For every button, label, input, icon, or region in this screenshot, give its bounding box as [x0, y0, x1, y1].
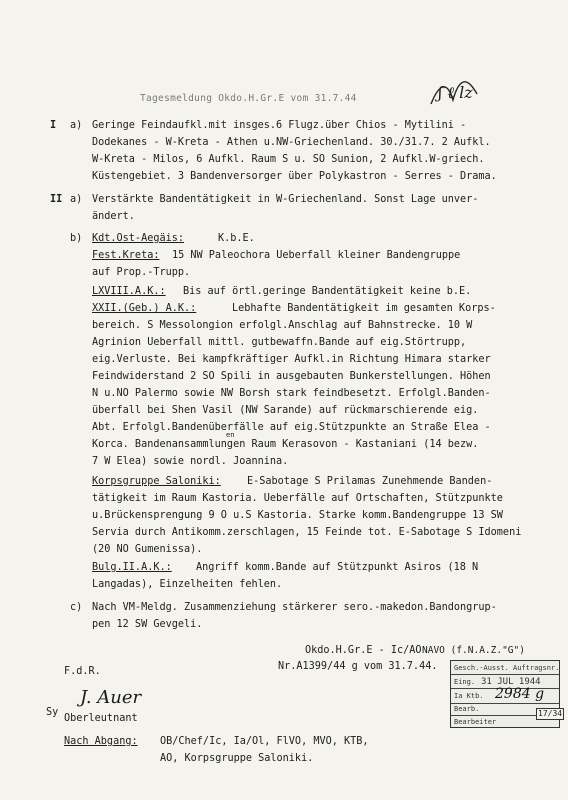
section2a-line: ändert. [92, 211, 135, 222]
stamp-row-text: Gesch.-Ausst. Auftragsnr. [454, 664, 560, 672]
distribution-line: OB/Chef/Ic, Ia/Ol, FlVO, MVO, KTB, [160, 736, 369, 747]
stamp-date: 31 JUL 1944 [481, 677, 541, 687]
signature: J. Auer [80, 687, 142, 708]
stamp-header: NAVO (f.N.A.Z."G") [422, 645, 525, 656]
fdr-note: F.d.R. [64, 666, 101, 677]
stamp-row-label: Ia Ktb. [454, 692, 484, 700]
saloniki-line: Servia durch Antikomm.zerschlagen, 15 Feinde tot. E-Sabotage S Idomeni [92, 527, 522, 538]
kreta-line: 15 NW Paleochora Ueberfall kleiner Bandengruppe [172, 250, 461, 261]
item-letter-a: a) [70, 194, 83, 205]
stamp-divider [451, 703, 559, 704]
xxii-line: bereich. S Messolongion erfolgl.Anschlag auf Bahnstrecke. 10 W [92, 320, 473, 331]
item-letter-a: a) [70, 120, 83, 131]
stamp-registry-number: 2984 g [495, 686, 545, 702]
item-letter-c: c) [70, 602, 83, 613]
distribution-line: AO, Korpsgruppe Saloniki. [160, 753, 314, 764]
saloniki-label: Korpsgruppe Saloniki: [92, 476, 221, 487]
saloniki-line: u.Brückensprengung 9 O u.S Kastoria. Starke komm.Bandengruppe 13 SW [92, 510, 503, 521]
distribution-label: Nach Abgang: [64, 736, 138, 747]
kreta-label: Fest.Kreta: [92, 250, 160, 261]
stamp-row-label: Bearbeiter [454, 718, 497, 726]
xxii-label: XXII.(Geb.) A.K.: [92, 303, 197, 314]
lxviii-text: Bis auf örtl.geringe Bandentätigkeit keine b.E. [183, 286, 472, 297]
xxii-line: 7 W Elea) sowie nordl. Joannina. [92, 456, 289, 467]
bulg-line: Langadas), Einzelheiten fehlen. [92, 579, 283, 590]
xxii-line: Korca. Bandenansammlungen Raum Kerasovon - Kastaniani (14 bezw. [92, 439, 479, 450]
saloniki-line: E-Sabotage S Prilamas Zunehmende Banden- [247, 476, 493, 487]
aegais-text: K.b.E. [218, 233, 255, 244]
typist-initials: Sy [46, 707, 59, 718]
xxii-line: Abt. Erfolgl.Bandenüberfälle auf eig.Stützpunkte an Straße Elea - [92, 422, 491, 433]
section1-line: Geringe Feindaufkl.mit insges.6 Flugz.über Chios - Mytilini - [92, 120, 467, 131]
stamp-row-label: Bearb. [454, 705, 480, 713]
section2a-line: Verstärkte Bandentätigkeit in W-Griechenland. Sonst Lage unver- [92, 194, 479, 205]
section1-line: W-Kreta - Milos, 6 Aufkl. Raum S u. SO Sunion, 2 Aufkl.W-griech. [92, 154, 485, 165]
bulg-line: Angriff komm.Bande auf Stützpunkt Asiros (18 N [196, 562, 479, 573]
saloniki-line: tätigkeit im Raum Kastoria. Ueberfälle auf Ortschaften, Stützpunkte [92, 493, 503, 504]
xxii-line: überfall bei Shen Vasil (NW Sarande) auf rückmarschierende eig. [92, 405, 479, 416]
handwritten-mark: ʃ ℓ lz [438, 83, 473, 102]
reference-number: Nr.A1399/44 g vom 31.7.44. [278, 661, 438, 672]
section2c-line: Nach VM-Meldg. Zusammenziehung stärkerer sero.-makedon.Bandongrup- [92, 602, 497, 613]
officer-rank: Oberleutnant [64, 713, 138, 724]
section-numeral-ii: II [50, 194, 63, 205]
pen-stroke-mark [425, 70, 485, 110]
xxii-line: N u.NO Palermo sowie NW Borsh stark feindbesetzt. Erfolgl.Banden- [92, 388, 491, 399]
section1-line: Küstengebiet. 3 Bandenversorger über Polykastron - Serres - Drama. [92, 171, 497, 182]
xxii-line: Lebhafte Bandentätigkeit im gesamten Korps- [232, 303, 496, 314]
aegais-label: Kdt.Ost-Aegäis: [92, 233, 185, 244]
xxii-line: Feindwiderstand 2 SO Spili in ausgebauten Bunkerstellungen. Höhen [92, 371, 491, 382]
item-letter-b: b) [70, 233, 83, 244]
bulg-label: Bulg.II.A.K.: [92, 562, 172, 573]
section2c-line: pen 12 SW Gevgeli. [92, 619, 203, 630]
kreta-line: auf Prop.-Trupp. [92, 267, 191, 278]
stamp-row-label: Eing. [454, 678, 476, 686]
xxii-line: Agrinion Ueberfall mittl. gutbewaffn.Bande auf eig.Störtrupp, [92, 337, 467, 348]
stamp-divider [451, 674, 559, 675]
section-numeral-i: I [50, 120, 57, 131]
reference-office: Okdo.H.Gr.E - Ic/AO [305, 645, 422, 656]
document-title: Tagesmeldung Okdo.H.Gr.E vom 31.7.44 [140, 93, 357, 104]
section1-line: Dodekanes - W-Kreta - Athen u.NW-Griechenland. 30./31.7. 2 Aufkl. [92, 137, 491, 148]
superscript-insert: en [226, 431, 235, 439]
stamp-corner-number: 17/34 [538, 709, 563, 718]
xxii-line: eig.Verluste. Bei kampfkräftiger Aufkl.in Richtung Himara starker [92, 354, 491, 365]
lxviii-label: LXVIII.A.K.: [92, 286, 166, 297]
saloniki-line: (20 NO Gumenissa). [92, 544, 203, 555]
